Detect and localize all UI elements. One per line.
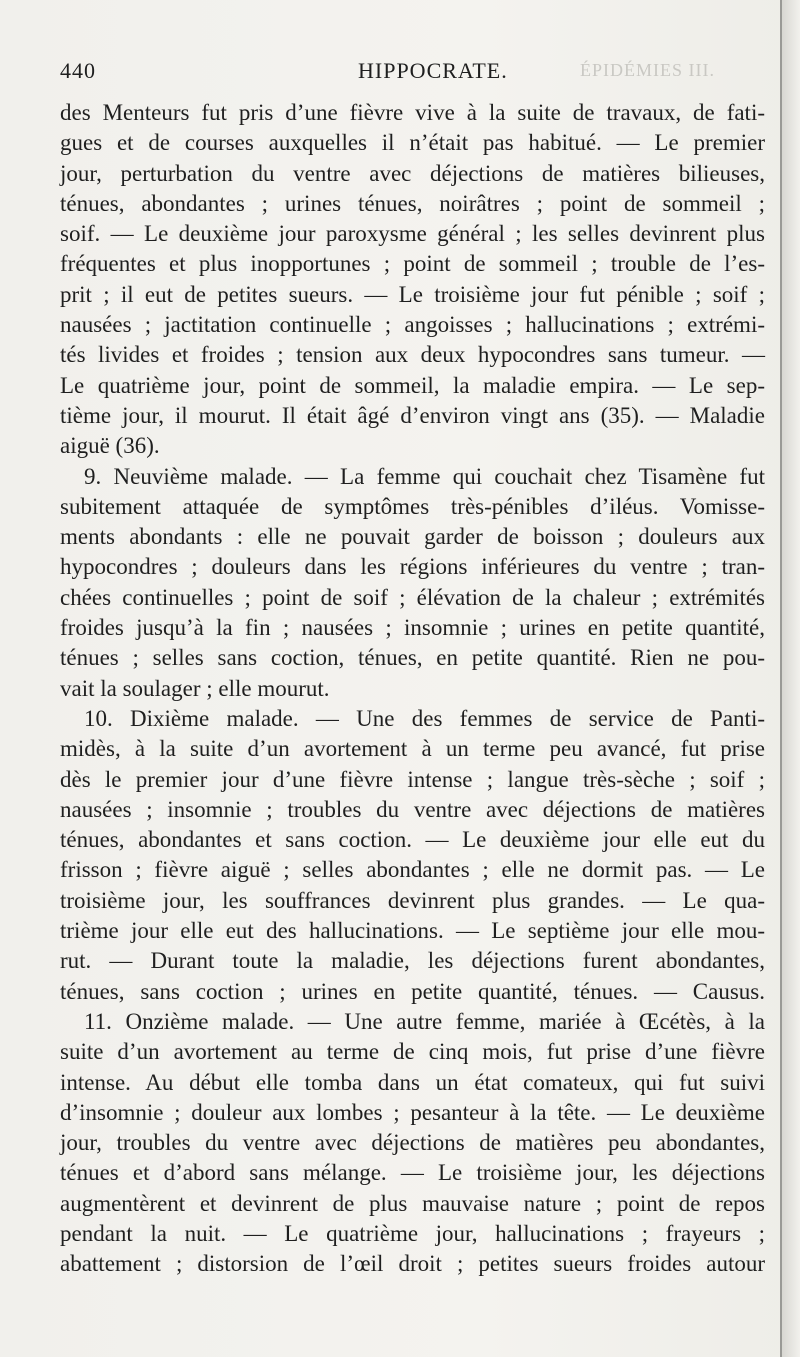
text-line: trième jour elle eut des hallucinations. — Le septième jour elle mou-	[60, 918, 765, 944]
text-line: frisson ; fièvre aiguë ; selles abondantes ; elle ne dormit pas. — Le	[60, 857, 765, 883]
text-line: jour, troubles du ventre avec déjections de matières peu abondantes,	[60, 1130, 765, 1156]
text-line: chées continuelles ; point de soif ; élévation de la chaleur ; extrémités	[60, 584, 765, 610]
text-line: midès, à la suite d’un avortement à un terme peu avancé, fut prise	[60, 736, 765, 762]
text-line: Le quatrième jour, point de sommeil, la maladie empira. — Le sep-	[60, 372, 765, 398]
running-title: HIPPOCRATE.	[358, 58, 508, 83]
text-line: troisième jour, les souffrances devinrent plus grandes. — Le qua-	[60, 887, 765, 913]
text-line: 11. Onzième malade. — Une autre femme, mariée à Œcétès, à la	[84, 1008, 765, 1034]
page-edge-line	[780, 0, 782, 1357]
text-line: froides jusqu’à la fin ; nausées ; insomnie ; urines en petite quantité,	[60, 615, 765, 641]
text-line: suite d’un avortement au terme de cinq mois, fut prise d’une fièvre	[60, 1039, 765, 1065]
text-line: nausées ; jactitation continuelle ; angoisses ; hallucinations ; extrémi-	[60, 312, 765, 338]
text-line: nausées ; insomnie ; troubles du ventre avec déjections de matières	[60, 796, 765, 822]
text-line: ténues, abondantes et sans coction. — Le deuxième jour elle eut du	[60, 827, 765, 853]
text-line: ténues ; selles sans coction, ténues, en petite quantité. Rien ne pou-	[60, 645, 765, 671]
text-line: ténues et d’abord sans mélange. — Le troisième jour, les déjections	[60, 1160, 765, 1186]
page-number: 440	[60, 58, 96, 83]
text-line: dès le premier jour d’une fièvre intense ; langue très-sèche ; soif ;	[60, 766, 765, 792]
text-line: abattement ; distorsion de l’œil droit ; petites sueurs froides autour	[60, 1251, 765, 1277]
text-line: tés livides et froides ; tension aux deux hypocondres sans tumeur. —	[60, 342, 765, 368]
text-line: aiguë (36).	[60, 433, 160, 459]
text-line: ments abondants : elle ne pouvait garder de boisson ; douleurs aux	[60, 524, 765, 550]
text-line: d’insomnie ; douleur aux lombes ; pesanteur à la tête. — Le deuxième	[60, 1099, 765, 1125]
text-line: fréquentes et plus inopportunes ; point de sommeil ; trouble de l’es-	[60, 251, 765, 277]
text-line: rut. — Durant toute la maladie, les déjections furent abondantes,	[60, 948, 765, 974]
text-line: 10. Dixième malade. — Une des femmes de service de Panti-	[84, 705, 765, 731]
text-line: ténues, sans coction ; urines en petite quantité, ténues. — Causus.	[60, 978, 765, 1004]
text-line: prit ; il eut de petites sueurs. — Le troisième jour fut pénible ; soif ;	[60, 281, 765, 307]
text-line: pendant la nuit. — Le quatrième jour, hallucinations ; frayeurs ;	[60, 1220, 765, 1246]
text-line: intense. Au début elle tomba dans un état comateux, qui fut suivi	[60, 1069, 765, 1095]
text-line: tième jour, il mourut. Il était âgé d’environ vingt ans (35). — Maladie	[60, 402, 765, 428]
text-line: ténues, abondantes ; urines ténues, noirâtres ; point de sommeil ;	[60, 190, 765, 216]
text-line: augmentèrent et devinrent de plus mauvaise nature ; point de repos	[60, 1190, 765, 1216]
text-line: gues et de courses auxquelles il n’était pas habitué. — Le premier	[60, 130, 765, 156]
text-line: vait la soulager ; elle mourut.	[60, 675, 330, 701]
bleed-through-text: ÉPIDÉMIES III.	[580, 60, 715, 80]
text-line: hypocondres ; douleurs dans les régions inférieures du ventre ; tran-	[60, 554, 765, 580]
text-line: 9. Neuvième malade. — La femme qui couchait chez Tisamène fut	[84, 463, 765, 489]
text-line: des Menteurs fut pris d’une fièvre vive à la suite de travaux, de fati-	[60, 100, 765, 125]
text-line: subitement attaquée de symptômes très-pénibles d’iléus. Vomisse-	[60, 493, 765, 519]
text-line: soif. — Le deuxième jour paroxysme général ; les selles devinrent plus	[60, 221, 765, 247]
body-text	[60, 98, 765, 1280]
page-gutter-shadow	[782, 0, 800, 1357]
text-line: jour, perturbation du ventre avec déjections de matières bilieuses,	[60, 160, 765, 186]
running-header	[60, 58, 760, 88]
